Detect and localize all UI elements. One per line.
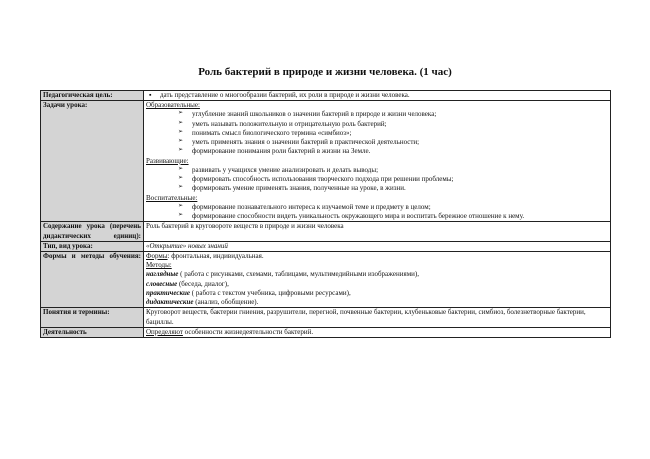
method-text: ( работа с рисунками, схемами, таблицами, мультимедийными изображениями), (178, 270, 419, 279)
list-item-text: уметь называть положительную и отрицательную роль бактерий; (192, 119, 387, 128)
method-line (146, 280, 608, 289)
upb-list (146, 203, 608, 221)
label-terms: Понятия и термины: (41, 308, 144, 327)
arrow-bullet-icon: ➢ (178, 165, 184, 172)
document-title: Роль бактерий в природе и жизни человека. (1 час) (198, 66, 452, 78)
list-item (146, 212, 608, 221)
label-goal: Педагогическая цель: (41, 91, 144, 101)
dev-list (146, 166, 608, 194)
edu-list (146, 110, 608, 156)
arrow-bullet-icon: ➢ (178, 184, 184, 191)
dev-title: Развивающие: (146, 156, 189, 165)
method-name: практические (146, 288, 191, 297)
label-activity: Деятельность (41, 327, 144, 337)
list-item-text: понимать смысл биологического термина «симбиоз»; (192, 128, 352, 137)
goal-item (146, 91, 608, 100)
row-forms (41, 251, 611, 307)
arrow-bullet-icon: ➢ (178, 147, 184, 154)
label-tasks: Задачи урока: (41, 101, 144, 222)
method-name: наглядные (146, 270, 179, 279)
method-text: (анализ, обобщение). (193, 298, 259, 307)
list-item-text: развивать у учащихся умение анализировать и делать выводы; (192, 165, 379, 174)
method-name: дидактические (146, 298, 194, 307)
label-forms: Формы и методы обучения: (41, 251, 144, 307)
method-text: (беседа, диалог), (177, 279, 229, 288)
list-item (146, 138, 608, 147)
goal-text: дать представление о многообразии бактерий, их роли в природе и жизни человека. (160, 91, 410, 99)
bullet-icon: ▪ (149, 91, 152, 99)
list-item-text: уметь применять знания о значении бактерий в практической деятельности; (192, 138, 420, 147)
forms-text: : фронтальная, индивидуальная. (167, 251, 264, 260)
list-item (146, 203, 608, 212)
list-item (146, 147, 608, 156)
label-type: Тип, вид урока: (41, 241, 144, 251)
row-terms (41, 308, 611, 327)
list-item (146, 175, 608, 184)
row-type (41, 241, 611, 251)
row-content (41, 222, 611, 241)
cell-forms (144, 251, 611, 307)
list-item (146, 110, 608, 119)
forms-line (146, 252, 608, 261)
activity-text: особенности жизнедеятельности бактерий. (182, 327, 314, 336)
list-item (146, 166, 608, 175)
arrow-bullet-icon: ➢ (178, 212, 184, 219)
activity-head: Определяют (146, 327, 183, 336)
row-activity (41, 327, 611, 337)
list-item-text: формирование способности видеть уникальность окружающего мира и воспитать бережное отношение к нему. (192, 212, 525, 221)
cell-content: Роль бактерий в круговороте веществ в природе и жизни человека (144, 222, 611, 241)
list-item (146, 184, 608, 193)
cell-terms: Круговорот веществ, бактерии гниения, разрушители, перегной, почвенные бактерии, клубеньковые бактерии, симбиоз, болезнетворные бактерии, бациллы. (144, 308, 611, 327)
method-text: ( работа с текстом учебника, цифровыми ресурсами), (190, 288, 351, 297)
arrow-bullet-icon: ➢ (178, 119, 184, 126)
upb-title: Воспитательные: (146, 193, 198, 202)
cell-activity (144, 327, 611, 337)
arrow-bullet-icon: ➢ (178, 202, 184, 209)
edu-title: Образовательные: (146, 101, 200, 110)
list-item-text: формирование познавательного интереса к изучаемой теме и предмету в целом; (192, 202, 431, 211)
cell-tasks (144, 101, 611, 222)
label-content: Содержание урока (перечень дидактических единиц): (41, 222, 144, 241)
arrow-bullet-icon: ➢ (178, 128, 184, 135)
method-line (146, 298, 608, 307)
lesson-plan-table (40, 90, 611, 338)
method-line (146, 270, 608, 279)
list-item-text: формировать умение применять знания, полученные на уроке, в жизни. (192, 184, 406, 193)
cell-type: «Открытие» новых знаний (144, 241, 611, 251)
list-item-text: формировать способность использования творческого подхода при решении проблемы; (192, 175, 454, 184)
method-name: словесные (146, 279, 178, 288)
list-item (146, 120, 608, 129)
row-goal (41, 91, 611, 101)
methods-head: Методы: (146, 261, 172, 270)
list-item-text: углубление знаний школьников о значении бактерий в природе и жизни человека; (192, 110, 437, 119)
cell-goal (144, 91, 611, 101)
arrow-bullet-icon: ➢ (178, 138, 184, 145)
forms-head: Формы (146, 251, 168, 260)
arrow-bullet-icon: ➢ (178, 110, 184, 117)
method-line (146, 289, 608, 298)
list-item-text: формирование понимания роли бактерий в жизни на Земле. (192, 147, 371, 156)
row-tasks (41, 101, 611, 222)
arrow-bullet-icon: ➢ (178, 175, 184, 182)
goal-list (146, 91, 608, 100)
list-item (146, 129, 608, 138)
